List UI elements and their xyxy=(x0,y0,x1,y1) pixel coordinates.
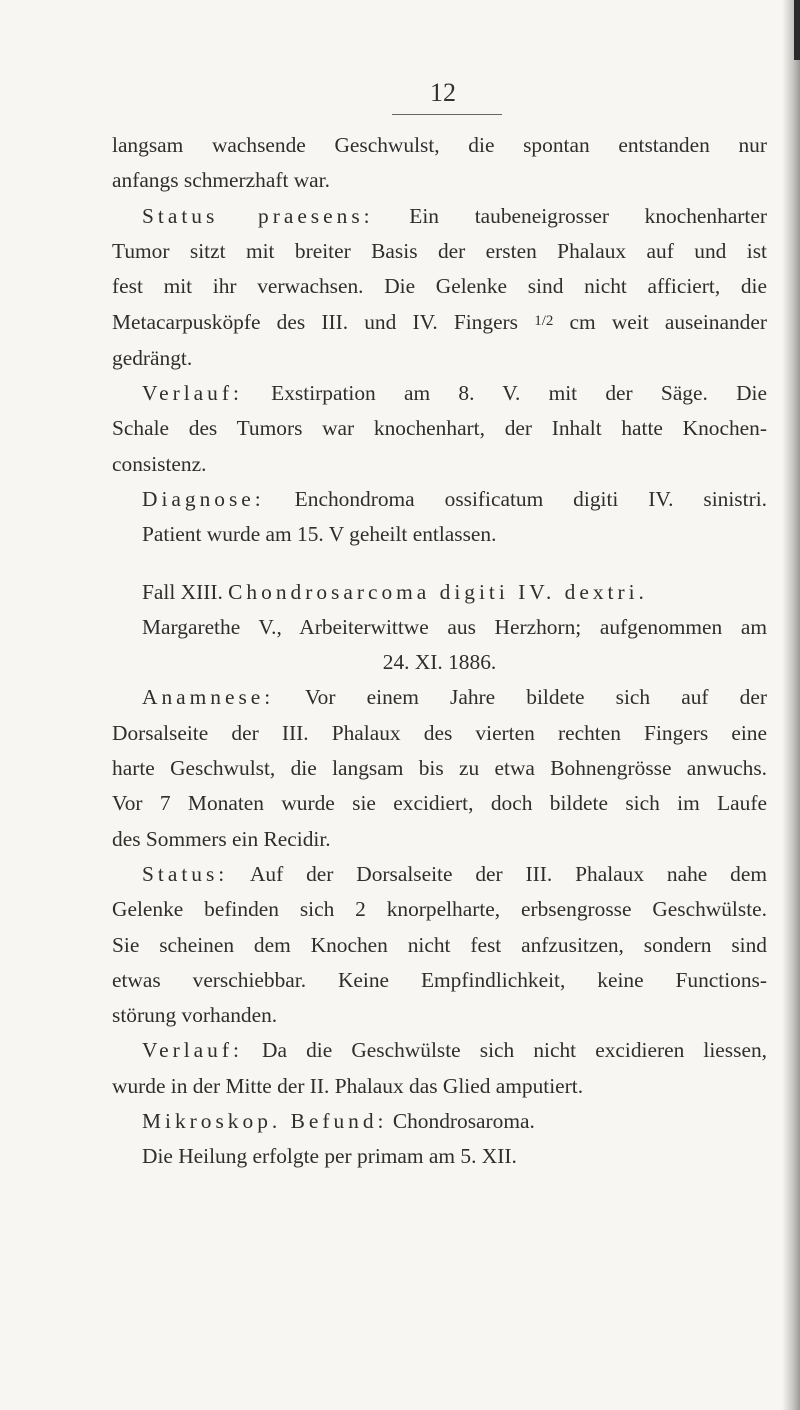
page-edge-shadow xyxy=(782,0,800,1410)
header-rule xyxy=(392,114,502,115)
text-run: cm weit auseinander xyxy=(553,310,767,335)
text-line: Margarethe V., Arbeiterwittwe aus Herzhorn; aufgenommen am xyxy=(142,614,767,639)
text-line: consistenz. xyxy=(112,451,207,476)
text-run: Auf der Dorsalseite der III. Phalaux nahe dem xyxy=(228,861,767,886)
text-line xyxy=(112,680,767,715)
section-heading-status-praesens: Status praesens: xyxy=(142,203,374,228)
text-line xyxy=(112,857,767,892)
text-line xyxy=(112,199,767,234)
page-edge-dark xyxy=(794,0,800,60)
text-line xyxy=(112,1104,767,1139)
case-title: Chondrosarcoma digiti IV. dextri. xyxy=(228,579,648,604)
spacer xyxy=(112,553,767,575)
text-line: Gelenke befinden sich 2 knorpelharte, erbsengrosse Geschwülste. xyxy=(112,897,767,922)
section-heading-mikroskop-befund: Mikroskop. Befund: xyxy=(142,1109,388,1134)
text-line xyxy=(112,304,767,340)
text-line xyxy=(112,482,767,517)
text-run: Da die Geschwülste sich nicht excidieren liessen, xyxy=(242,1038,767,1063)
text-line: 24. XI. 1886. xyxy=(382,650,497,675)
text-line: Tumor sitzt mit breiter Basis der ersten Phalaux auf und ist xyxy=(112,238,767,263)
page-number: 12 xyxy=(430,78,456,107)
text-line: Patient wurde am 15. V geheilt entlassen. xyxy=(142,522,497,547)
text-line: Vor 7 Monaten wurde sie excidiert, doch bildete sich im Laufe xyxy=(112,791,767,816)
text-line: Die Heilung erfolgte per primam am 5. XII. xyxy=(142,1144,517,1169)
text-run: Enchondroma ossificatum digiti IV. sinistri. xyxy=(264,486,767,511)
case-heading xyxy=(112,575,767,610)
text-run: Metacarpusköpfe des III. und IV. Fingers xyxy=(112,310,535,335)
text-line: gedrängt. xyxy=(112,345,193,370)
text-run: Chondrosaroma. xyxy=(387,1109,535,1134)
text-run: Exstirpation am 8. V. mit der Säge. Die xyxy=(242,381,767,406)
text-line: fest mit ihr verwachsen. Die Gelenke sind nicht afficiert, die xyxy=(112,274,767,299)
text-run: Ein taubeneigrosser knochenharter xyxy=(373,203,767,228)
text-line xyxy=(112,376,767,411)
case-label: Fall XIII. xyxy=(142,579,223,604)
text-line: Sie scheinen dem Knochen nicht fest anfzusitzen, sondern sind xyxy=(112,932,767,957)
text-line: anfangs schmerzhaft war. xyxy=(112,168,330,193)
section-heading-verlauf: Verlauf: xyxy=(142,381,243,406)
text-line: Schale des Tumors war knochenhart, der Inhalt hatte Knochen- xyxy=(112,416,767,441)
text-line: langsam wachsende Geschwulst, die spontan entstanden nur xyxy=(112,133,767,157)
fraction: 1/2 xyxy=(534,313,554,330)
text-line: harte Geschwulst, die langsam bis zu etwa Bohnengrösse anwuchs. xyxy=(112,756,767,781)
text-line: des Sommers ein Recidir. xyxy=(112,826,331,851)
text-run: Vor einem Jahre bildete sich auf der xyxy=(274,685,767,710)
section-heading-anamnese: Anamnese: xyxy=(142,685,275,710)
text-line: etwas verschiebbar. Keine Empfindlichkeit, keine Functions- xyxy=(112,967,767,992)
body-text xyxy=(112,128,767,1175)
text-line: Dorsalseite der III. Phalaux des vierten rechten Fingers eine xyxy=(112,720,767,745)
text-line xyxy=(112,1033,767,1068)
section-heading-diagnose: Diagnose: xyxy=(142,486,265,511)
section-heading-status: Status: xyxy=(142,861,229,886)
text-line: wurde in der Mitte der II. Phalaux das Glied amputiert. xyxy=(112,1073,584,1098)
section-heading-verlauf: Verlauf: xyxy=(142,1038,243,1063)
text-line: störung vorhanden. xyxy=(112,1003,278,1028)
